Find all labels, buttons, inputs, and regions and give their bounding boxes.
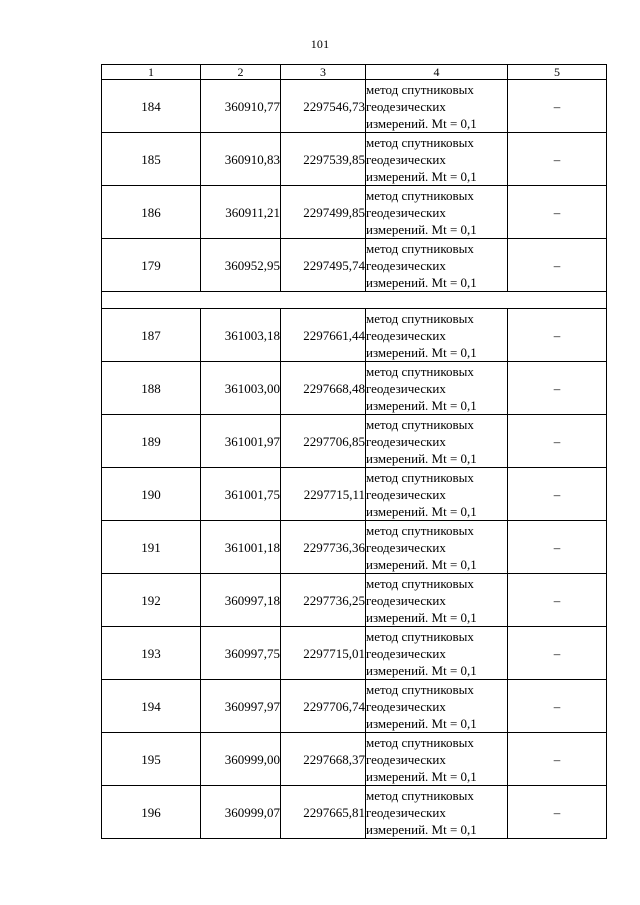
method-text-line: метод спутниковых bbox=[366, 134, 474, 150]
method-text-line: измерений. Mt = 0,1 bbox=[366, 556, 477, 572]
method-text-line: геодезических bbox=[366, 257, 446, 273]
y-coordinate-cell: 2297715,01 bbox=[281, 627, 366, 680]
point-number-cell: 196 bbox=[102, 786, 201, 839]
point-number-cell: 188 bbox=[102, 362, 201, 415]
header-cell-x-coordinate: 2 bbox=[201, 65, 281, 80]
x-coordinate-cell: 360910,77 bbox=[201, 80, 281, 133]
x-coordinate-cell: 360999,07 bbox=[201, 786, 281, 839]
method-text-line: геодезических bbox=[366, 327, 446, 343]
method-text-line: геодезических bbox=[366, 98, 446, 114]
method-cell bbox=[366, 80, 508, 133]
point-number-cell: 192 bbox=[102, 574, 201, 627]
x-coordinate-cell: 360997,18 bbox=[201, 574, 281, 627]
y-coordinate-cell: 2297668,48 bbox=[281, 362, 366, 415]
method-text-line: измерений. Mt = 0,1 bbox=[366, 662, 477, 678]
method-text-line: метод спутниковых bbox=[366, 187, 474, 203]
note-cell: – bbox=[508, 362, 607, 415]
method-cell bbox=[366, 362, 508, 415]
method-text-line: геодезических bbox=[366, 539, 446, 555]
point-number-cell: 186 bbox=[102, 186, 201, 239]
note-cell: – bbox=[508, 574, 607, 627]
table-row bbox=[102, 574, 607, 627]
method-cell bbox=[366, 786, 508, 839]
table-row bbox=[102, 627, 607, 680]
x-coordinate-cell: 361003,18 bbox=[201, 309, 281, 362]
method-text-line: геодезических bbox=[366, 433, 446, 449]
method-text-line: метод спутниковых bbox=[366, 469, 474, 485]
y-coordinate-cell: 2297499,85 bbox=[281, 186, 366, 239]
y-coordinate-cell: 2297495,74 bbox=[281, 239, 366, 292]
page-number: 101 bbox=[310, 37, 330, 51]
note-cell: – bbox=[508, 80, 607, 133]
method-cell bbox=[366, 521, 508, 574]
method-text-line: измерений. Mt = 0,1 bbox=[366, 609, 477, 625]
method-text-line: метод спутниковых bbox=[366, 628, 474, 644]
y-coordinate-cell: 2297665,81 bbox=[281, 786, 366, 839]
method-text-line: метод спутниковых bbox=[366, 240, 474, 256]
method-text-line: геодезических bbox=[366, 698, 446, 714]
table-row bbox=[102, 362, 607, 415]
note-cell: – bbox=[508, 309, 607, 362]
method-cell bbox=[366, 627, 508, 680]
table-separator-row bbox=[102, 292, 607, 309]
x-coordinate-cell: 361001,18 bbox=[201, 521, 281, 574]
table-row bbox=[102, 521, 607, 574]
x-coordinate-cell: 361001,97 bbox=[201, 415, 281, 468]
y-coordinate-cell: 2297661,44 bbox=[281, 309, 366, 362]
method-text-line: геодезических bbox=[366, 645, 446, 661]
note-cell: – bbox=[508, 521, 607, 574]
point-number-cell: 185 bbox=[102, 133, 201, 186]
table-row bbox=[102, 309, 607, 362]
table-row bbox=[102, 733, 607, 786]
table-row bbox=[102, 186, 607, 239]
method-text-line: измерений. Mt = 0,1 bbox=[366, 450, 477, 466]
method-text-line: метод спутниковых bbox=[366, 416, 474, 432]
y-coordinate-cell: 2297668,37 bbox=[281, 733, 366, 786]
x-coordinate-cell: 360952,95 bbox=[201, 239, 281, 292]
point-number-cell: 187 bbox=[102, 309, 201, 362]
method-cell bbox=[366, 186, 508, 239]
method-text-line: измерений. Mt = 0,1 bbox=[366, 168, 477, 184]
note-cell: – bbox=[508, 133, 607, 186]
point-number-cell: 179 bbox=[102, 239, 201, 292]
method-text-line: измерений. Mt = 0,1 bbox=[366, 274, 477, 290]
method-cell bbox=[366, 468, 508, 521]
method-text-line: метод спутниковых bbox=[366, 522, 474, 538]
method-text-line: метод спутниковых bbox=[366, 681, 474, 697]
method-cell bbox=[366, 133, 508, 186]
x-coordinate-cell: 360999,00 bbox=[201, 733, 281, 786]
table-row bbox=[102, 468, 607, 521]
x-coordinate-cell: 360911,21 bbox=[201, 186, 281, 239]
method-cell bbox=[366, 415, 508, 468]
method-text-line: измерений. Mt = 0,1 bbox=[366, 397, 477, 413]
table-row bbox=[102, 133, 607, 186]
note-cell: – bbox=[508, 733, 607, 786]
point-number-cell: 184 bbox=[102, 80, 201, 133]
note-cell: – bbox=[508, 186, 607, 239]
method-text-line: метод спутниковых bbox=[366, 81, 474, 97]
point-number-cell: 189 bbox=[102, 415, 201, 468]
method-text-line: геодезических bbox=[366, 204, 446, 220]
method-text-line: измерений. Mt = 0,1 bbox=[366, 503, 477, 519]
method-cell bbox=[366, 574, 508, 627]
y-coordinate-cell: 2297736,25 bbox=[281, 574, 366, 627]
header-cell-point-number: 1 bbox=[102, 65, 201, 80]
header-cell-y-coordinate: 3 bbox=[281, 65, 366, 80]
method-text-line: метод спутниковых bbox=[366, 734, 474, 750]
note-cell: – bbox=[508, 627, 607, 680]
method-text-line: метод спутниковых bbox=[366, 363, 474, 379]
coordinates-table bbox=[101, 64, 607, 839]
header-cell-note: 5 bbox=[508, 65, 607, 80]
table-header-row bbox=[102, 65, 607, 80]
table-row bbox=[102, 680, 607, 733]
method-cell bbox=[366, 309, 508, 362]
method-text-line: измерений. Mt = 0,1 bbox=[366, 115, 477, 131]
table-row bbox=[102, 239, 607, 292]
method-text-line: геодезических bbox=[366, 486, 446, 502]
table-row bbox=[102, 786, 607, 839]
method-text-line: метод спутниковых bbox=[366, 575, 474, 591]
method-text-line: измерений. Mt = 0,1 bbox=[366, 344, 477, 360]
y-coordinate-cell: 2297706,74 bbox=[281, 680, 366, 733]
method-cell bbox=[366, 680, 508, 733]
point-number-cell: 190 bbox=[102, 468, 201, 521]
method-text-line: геодезических bbox=[366, 751, 446, 767]
note-cell: – bbox=[508, 468, 607, 521]
x-coordinate-cell: 360910,83 bbox=[201, 133, 281, 186]
note-cell: – bbox=[508, 415, 607, 468]
y-coordinate-cell: 2297736,36 bbox=[281, 521, 366, 574]
note-cell: – bbox=[508, 680, 607, 733]
point-number-cell: 195 bbox=[102, 733, 201, 786]
method-text-line: геодезических bbox=[366, 151, 446, 167]
method-text-line: метод спутниковых bbox=[366, 787, 474, 803]
y-coordinate-cell: 2297715,11 bbox=[281, 468, 366, 521]
method-text-line: геодезических bbox=[366, 804, 446, 820]
table-row bbox=[102, 415, 607, 468]
method-text-line: измерений. Mt = 0,1 bbox=[366, 715, 477, 731]
method-cell bbox=[366, 239, 508, 292]
x-coordinate-cell: 361001,75 bbox=[201, 468, 281, 521]
method-text-line: геодезических bbox=[366, 592, 446, 608]
x-coordinate-cell: 360997,75 bbox=[201, 627, 281, 680]
method-text-line: измерений. Mt = 0,1 bbox=[366, 768, 477, 784]
method-text-line: геодезических bbox=[366, 380, 446, 396]
point-number-cell: 194 bbox=[102, 680, 201, 733]
note-cell: – bbox=[508, 786, 607, 839]
point-number-cell: 191 bbox=[102, 521, 201, 574]
method-text-line: метод спутниковых bbox=[366, 310, 474, 326]
x-coordinate-cell: 360997,97 bbox=[201, 680, 281, 733]
coordinates-table-body bbox=[102, 65, 607, 839]
header-cell-method: 4 bbox=[366, 65, 508, 80]
method-text-line: измерений. Mt = 0,1 bbox=[366, 221, 477, 237]
method-text-line: измерений. Mt = 0,1 bbox=[366, 821, 477, 837]
y-coordinate-cell: 2297539,85 bbox=[281, 133, 366, 186]
y-coordinate-cell: 2297546,73 bbox=[281, 80, 366, 133]
method-cell bbox=[366, 733, 508, 786]
separator-cell bbox=[102, 292, 607, 309]
x-coordinate-cell: 361003,00 bbox=[201, 362, 281, 415]
point-number-cell: 193 bbox=[102, 627, 201, 680]
y-coordinate-cell: 2297706,85 bbox=[281, 415, 366, 468]
note-cell: – bbox=[508, 239, 607, 292]
table-row bbox=[102, 80, 607, 133]
